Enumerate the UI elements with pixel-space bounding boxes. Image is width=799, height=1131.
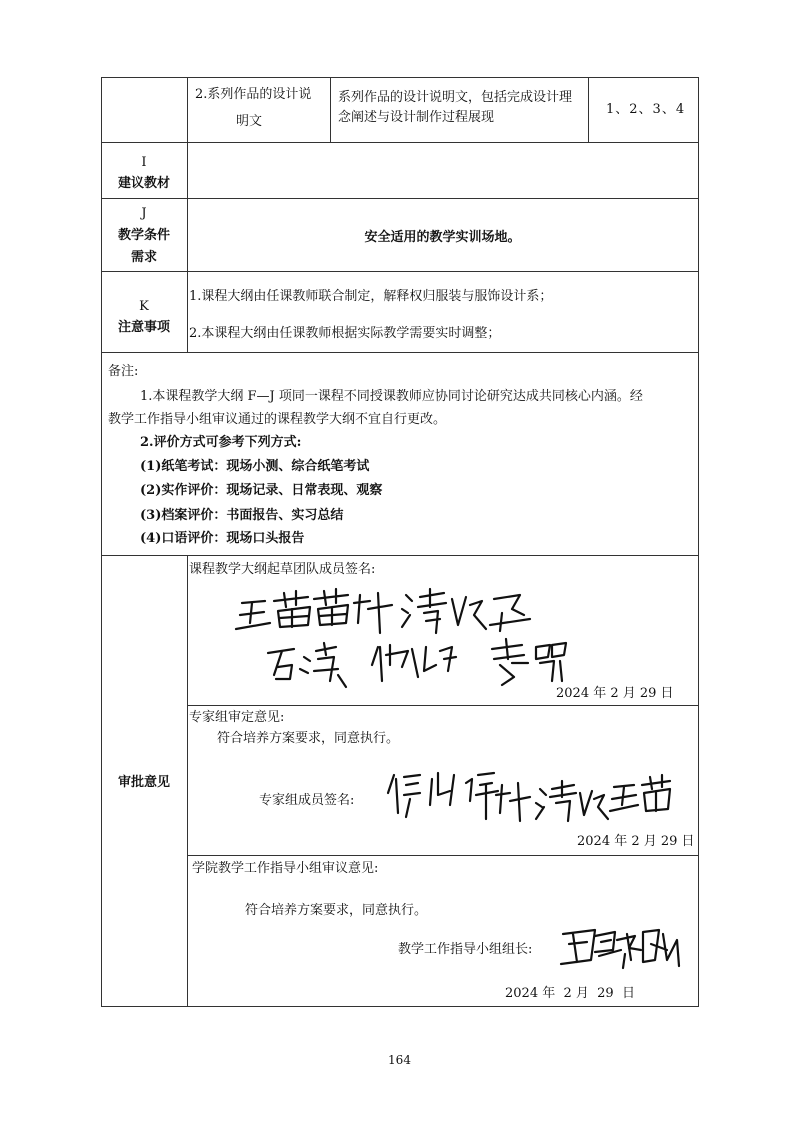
expert-group-opinion: 符合培养方案要求，同意执行。 (217, 731, 400, 746)
design-item-line-1: 2.系列作品的设计说 (195, 87, 312, 102)
row-divider-approval (101, 555, 699, 556)
table-top-border (101, 77, 699, 78)
row-divider-k (101, 271, 699, 272)
expert-group-signatures (380, 765, 680, 825)
drafting-team-date: 2024 年 2 月 29 日 (556, 686, 674, 701)
approval-divider-expert (187, 705, 699, 706)
row-divider-notes (101, 352, 699, 353)
design-content-line-1: 系列作品的设计说明文，包括完成设计理 (338, 90, 573, 105)
row-i-label: 建议教材 (117, 176, 170, 191)
drafting-team-signatures (230, 585, 590, 690)
notes-para-line-2: 教学工作指导小组审议通过的课程教学大纲不宜自行更改。 (108, 412, 447, 427)
approval-divider-college (187, 855, 699, 856)
row-divider-j (101, 198, 699, 199)
college-group-date: 2024 年 2 月 29 日 (505, 986, 635, 1001)
evaluation-heading: 2.评价方式可参考下列方式: (140, 435, 302, 450)
design-item-line-2: 明文 (236, 114, 263, 129)
row-j-label-line-2: 需求 (130, 250, 157, 265)
row-k-label: 注意事项 (117, 320, 170, 335)
row-j-label-line-1: 教学条件 (117, 228, 170, 243)
evaluation-item-1: (1)纸笔考试：现场小测、综合纸笔考试 (140, 459, 370, 474)
row-k-letter: K (139, 299, 149, 314)
design-content-line-2: 念阐述与设计制作过程展现 (338, 110, 495, 125)
college-group-opinion: 符合培养方案要求，同意执行。 (245, 903, 428, 918)
table-bottom-border (101, 1006, 699, 1007)
teaching-conditions-text: 安全适用的教学实训场地。 (364, 230, 521, 245)
college-signature-label: 教学工作指导小组组长: (398, 942, 533, 957)
item-column-divider (330, 77, 331, 142)
content-column-divider (588, 77, 589, 142)
notes-heading: 备注: (108, 364, 139, 379)
row-j-letter: J (141, 206, 147, 221)
row-i-letter: I (141, 155, 147, 170)
label-column-divider-approval (187, 555, 188, 1006)
college-group-heading: 学院教学工作指导小组审议意见: (192, 861, 379, 876)
table-right-border (698, 77, 699, 1006)
notice-item-1: 1.课程大纲由任课教师联合制定，解释权归服装与服饰设计系； (189, 289, 553, 304)
notes-para-line-1: 1.本课程教学大纲 F—J 项同一课程不同授课教师应协同讨论研究达成共同核心内涵。经 (140, 389, 643, 404)
evaluation-item-4: (4)口语评价：现场口头报告 (140, 531, 305, 546)
expert-signature-label: 专家组成员签名: (259, 793, 355, 808)
evaluation-item-2: (2)实作评价：现场记录、日常表现、观察 (140, 483, 383, 498)
label-column-divider (187, 77, 188, 352)
expert-group-date: 2024 年 2 月 29 日 (577, 834, 695, 849)
drafting-team-heading: 课程教学大纲起草团队成员签名: (189, 562, 376, 577)
approval-label: 审批意见 (117, 775, 170, 790)
page-number: 164 (388, 1053, 411, 1067)
expert-group-heading: 专家组审定意见: (189, 710, 285, 725)
notice-item-2: 2.本课程大纲由任课教师根据实际教学需要实时调整； (189, 326, 501, 341)
college-leader-signature (555, 920, 685, 975)
evaluation-item-3: (3)档案评价：书面报告、实习总结 (140, 508, 344, 523)
design-modules: 1、2、3、4 (606, 102, 686, 117)
row-divider-i (101, 142, 699, 143)
